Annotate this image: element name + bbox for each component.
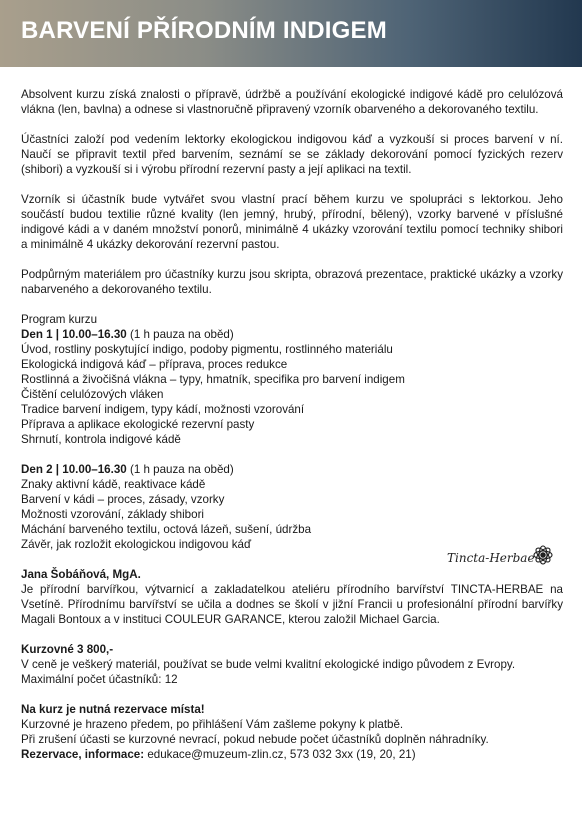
list-item: Úvod, rostliny poskytující indigo, podoby pigmentu, rostlinného materiálu bbox=[21, 343, 393, 356]
list-item: Rostlinná a živočišná vlákna – typy, hmatník, specifika pro barvení indigem bbox=[21, 373, 405, 386]
reservation-heading: Na kurz je nutná rezervace místa! bbox=[21, 703, 205, 716]
day-1-header bbox=[21, 327, 563, 342]
reservation-section bbox=[21, 702, 563, 762]
day-2-note: (1 h pauza na oběd) bbox=[126, 463, 234, 476]
program-heading: Program kurzu bbox=[21, 313, 98, 326]
document-body bbox=[21, 87, 563, 777]
contact-label: Rezervace, informace: bbox=[21, 748, 145, 761]
payment-line: Kurzovné je hrazeno předem, po přihlášení Vám zašleme pokyny k platbě. bbox=[21, 718, 404, 731]
flower-icon bbox=[534, 546, 552, 564]
lecturer-section bbox=[21, 567, 563, 627]
list-item: Shrnutí, kontrola indigové kádě bbox=[21, 433, 181, 446]
list-item: Máchání barveného textilu, octová lázeň, sušení, údržba bbox=[21, 523, 312, 536]
title-banner bbox=[0, 0, 582, 67]
price-label: Kurzovné 3 800,- bbox=[21, 643, 114, 656]
lecturer-bio: Je přírodní barvířkou, výtvarnicí a zakladatelkou ateliéru přírodního barvířství TINCTA-HERBAE na Vsetíně. Přírodnímu barvířství se učila a dodnes se školí v jižní Francii u profesionální přírodní barvířky Magali Bontoux a v instituci COULEUR GARANCE, kterou založil Michael Garcia. bbox=[21, 583, 563, 626]
intro-paragraph-1: Absolvent kurzu získá znalosti o přípravě, údržbě a používání ekologické indigové kádě pro celulózová vlákna (len, bavlna) a odnese si vlastnoručně připravený vzorník obarveného a dekorovaného textilu. bbox=[21, 88, 563, 116]
tincta-herbae-logo bbox=[447, 540, 559, 572]
price-label-line bbox=[21, 642, 563, 657]
program-day-1 bbox=[21, 312, 563, 447]
list-item: Tradice barvení indigem, typy kádí, možnosti vzorování bbox=[21, 403, 305, 416]
price-section bbox=[21, 642, 563, 687]
page-title: BARVENÍ PŘÍRODNÍM INDIGEM bbox=[21, 17, 387, 44]
list-item: Možnosti vzorování, základy shibori bbox=[21, 508, 205, 521]
day-2-header bbox=[21, 462, 563, 477]
logo-graphic bbox=[447, 540, 559, 572]
contact-line bbox=[21, 747, 563, 762]
intro-paragraph-4: Podpůrným materiálem pro účastníky kurzu jsou skripta, obrazová prezentace, praktické ukázky a vzorky nabarveného a dekorovaného textilu. bbox=[21, 268, 563, 296]
contact-value: edukace@muzeum-zlin.cz, 573 032 3xx (19, 20, 21) bbox=[144, 748, 416, 761]
list-item: Barvení v kádi – proces, zásady, vzorky bbox=[21, 493, 225, 506]
day-2-label: Den 2 | 10.00–16.30 bbox=[21, 463, 127, 476]
cancellation-line: Při zrušení účasti se kurzovné nevrací, pokud nebude počet účastníků doplněn náhradníky. bbox=[21, 733, 489, 746]
list-item: Příprava a aplikace ekologické rezervní pasty bbox=[21, 418, 255, 431]
day-1-label: Den 1 | 10.00–16.30 bbox=[21, 328, 127, 341]
program-day-2 bbox=[21, 462, 563, 552]
day-1-note: (1 h pauza na oběd) bbox=[126, 328, 234, 341]
capacity-line: Maximální počet účastníků: 12 bbox=[21, 673, 178, 686]
list-item: Závěr, jak rozložit ekologickou indigovou káď bbox=[21, 538, 252, 551]
intro-paragraph-3: Vzorník si účastník bude vytvářet svou vlastní prací během kurzu ve spolupráci s lektorkou. Jeho součástí budou textilie různé kvality (len jemný, hrubý, přírodní, bělený), vzorky barvené v příslušné indigové kádi a v daném množství ponorů, minimálně 4 ukázky vzorování textilu pomocí techniky shibori a minimálně 4 ukázky dekorování rezervní pastou. bbox=[21, 193, 563, 251]
list-item: Ekologická indigová káď – příprava, proces redukce bbox=[21, 358, 288, 371]
intro-paragraph-2: Účastníci založí pod vedením lektorky ekologickou indigovou káď a vyzkouší si proces barvení v ní. Naučí se připravit textil před barvením, seznámí se se základy dekorování pomocí fyzických rezerv (shibori) a vyzkouší si i výrobu přírodní rezervní pasty a její aplikaci na textil. bbox=[21, 133, 563, 176]
list-item: Čištění celulózových vláken bbox=[21, 388, 164, 401]
price-info-line: V ceně je veškerý materiál, používat se bude velmi kvalitní ekologické indigo původem z Evropy. bbox=[21, 658, 516, 671]
reservation-heading-line bbox=[21, 702, 563, 717]
logo-text: Tincta-Herbae bbox=[447, 551, 535, 565]
lecturer-name: Jana Šobáňová, MgA. bbox=[21, 568, 141, 581]
list-item: Znaky aktivní kádě, reaktivace kádě bbox=[21, 478, 206, 491]
